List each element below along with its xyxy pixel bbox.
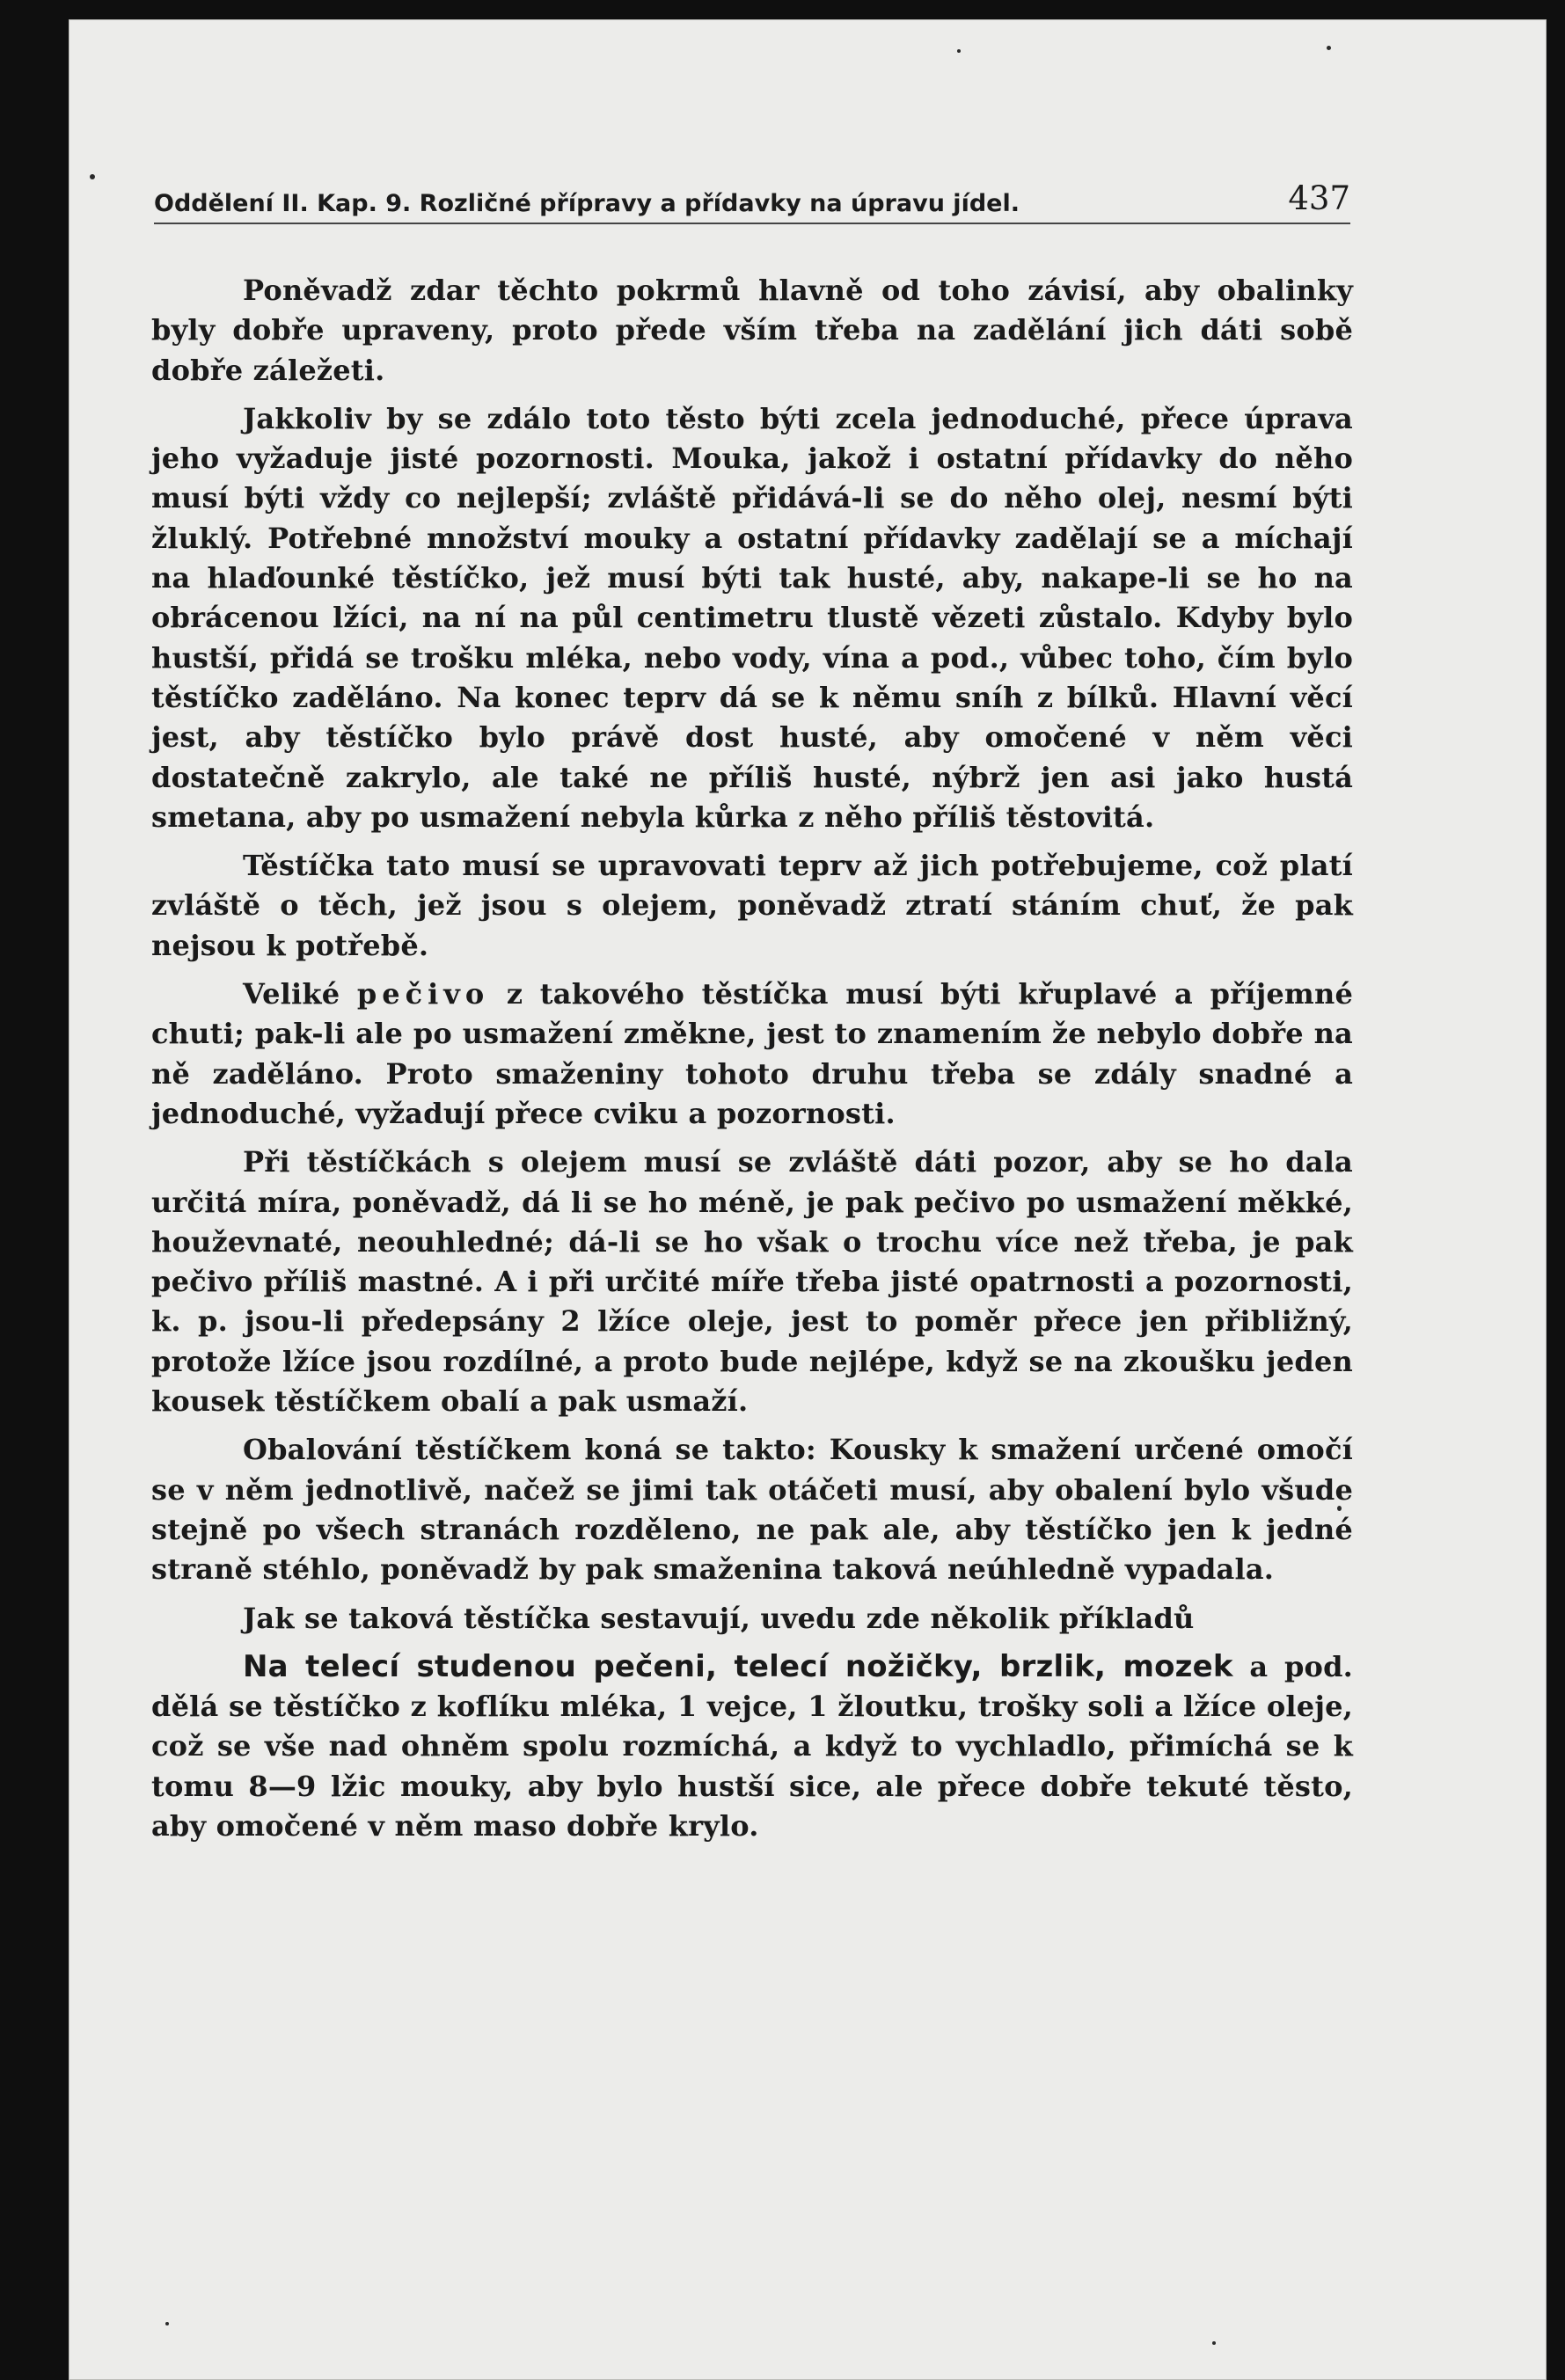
paper-speck xyxy=(1212,2341,1216,2345)
paragraph: Těstíčka tato musí se upravovati teprv až jich potřebujeme, což platí zvláště o těch, jež jsou s olejem, poněvadž ztratí stáním chuť, že pak nejsou k potřebě. xyxy=(151,849,1353,962)
running-header xyxy=(154,179,1350,224)
recipe-text: a pod. dělá se těstíčko z koflíku mléka, 1 vejce, 1 žloutku, trošky soli a lžíce oleje, což se vše nad ohněm spolu rozmíchá, a když to vychladlo, přimíchá se k tomu 8—9 lžic mouky, aby bylo hustší sice, ale přece dobře tekuté těsto, aby omočené v něm maso dobře krylo. xyxy=(151,1649,1353,1843)
paragraph-text: z takového těstíčka musí býti křuplavé a příjemné chuti; pak-li ale po usmažení změkne, jest to znamením že nebylo dobře na ně zaděláno. Proto smaženiny tohoto druhu třeba se zdály snadné a jednoduché, vyžadují přece cviku a pozornosti. xyxy=(151,977,1353,1130)
paragraph xyxy=(151,975,1353,1134)
paragraph: Obalování těstíčkem koná se takto: Kousky k smažení určené omočí se v něm jednotlivě, načež se jimi tak otáčeti musí, aby obalení bylo všude stejně po všech stranách rozděleno, ne pak ale, aby těstíčko jen k jedné straně stéhlo, poněvadž by pak smaženina taková neúhledně vypadala. xyxy=(151,1433,1353,1587)
paragraph: Při těstíčkách s olejem musí se zvláště dáti pozor, aby se ho dala určitá míra, poněvadž, dá li se ho méně, je pak pečivo po usmažení měkké, houževnaté, neouhledné; dá-li se ho však o trochu více než třeba, je pak pečivo příliš mastné. A i při určité míře třeba jisté opatrnosti a pozornosti, k. p. jsou-li předepsány 2 lžíce oleje, jest to poměr přece jen přibližný, protože lžíce jsou rozdílné, a proto bude nejlépe, když se na zkoušku jeden kousek těstíčkem obalí a pak usmaží. xyxy=(151,1145,1353,1419)
paper-speck xyxy=(957,49,961,53)
paragraph-text: Veliké xyxy=(243,977,357,1011)
recipe-paragraph xyxy=(151,1647,1353,1846)
running-title: Oddělení II. Kap. 9. Rozličné přípravy a přídavky na úpravu jídel. xyxy=(154,190,1020,217)
recipe-heading: Na telecí studenou pečeni, telecí nožičky, brzlik, mozek xyxy=(243,1648,1233,1684)
paragraph: Jakkoliv by se zdálo toto těsto býti zcela jednoduché, přece úprava jeho vyžaduje jisté pozornosti. Mouka, jakož i ostatní přídavky do něho musí býti vždy co nejlepší; zvláště přidává-li se do něho olej, nesmí býti žluklý. Potřebné množství mouky a ostatní přídavky zadělají se a míchají na hlaďounké těstíčko, jež musí býti tak husté, aby, nakape-li se ho na obrácenou lžíci, na ní na půl centimetru tlustě vězeti zůstalo. Kdyby bylo hustší, přidá se trošku mléka, nebo vody, vína a pod., vůbec toho, čím bylo těstíčko zaděláno. Na konec teprv dá se k němu sníh z bílků. Hlavní věcí jest, aby těstíčko bylo právě dost husté, aby omočené v něm věci dostatečně zakrylo, ale také ne příliš husté, nýbrž jen asi jako hustá smetana, aby po usmažení nebyla kůrka z něho příliš těstovitá. xyxy=(151,401,1353,834)
paper-speck xyxy=(165,2322,169,2325)
body-text xyxy=(151,271,1353,1855)
paper-speck xyxy=(1327,46,1331,50)
paragraph: Poněvadž zdar těchto pokrmů hlavně od toho závisí, aby obalinky byly dobře upraveny, proto přede vším třeba na zadělání jich dáti sobě dobře záležeti. xyxy=(151,274,1353,387)
paper-speck xyxy=(90,174,95,179)
page-number: 437 xyxy=(1288,179,1350,217)
paragraph: Jak se taková těstíčka sestavují, uvedu zde několik příkladů xyxy=(243,1601,1195,1635)
emphasized-term: pečivo xyxy=(356,977,490,1011)
